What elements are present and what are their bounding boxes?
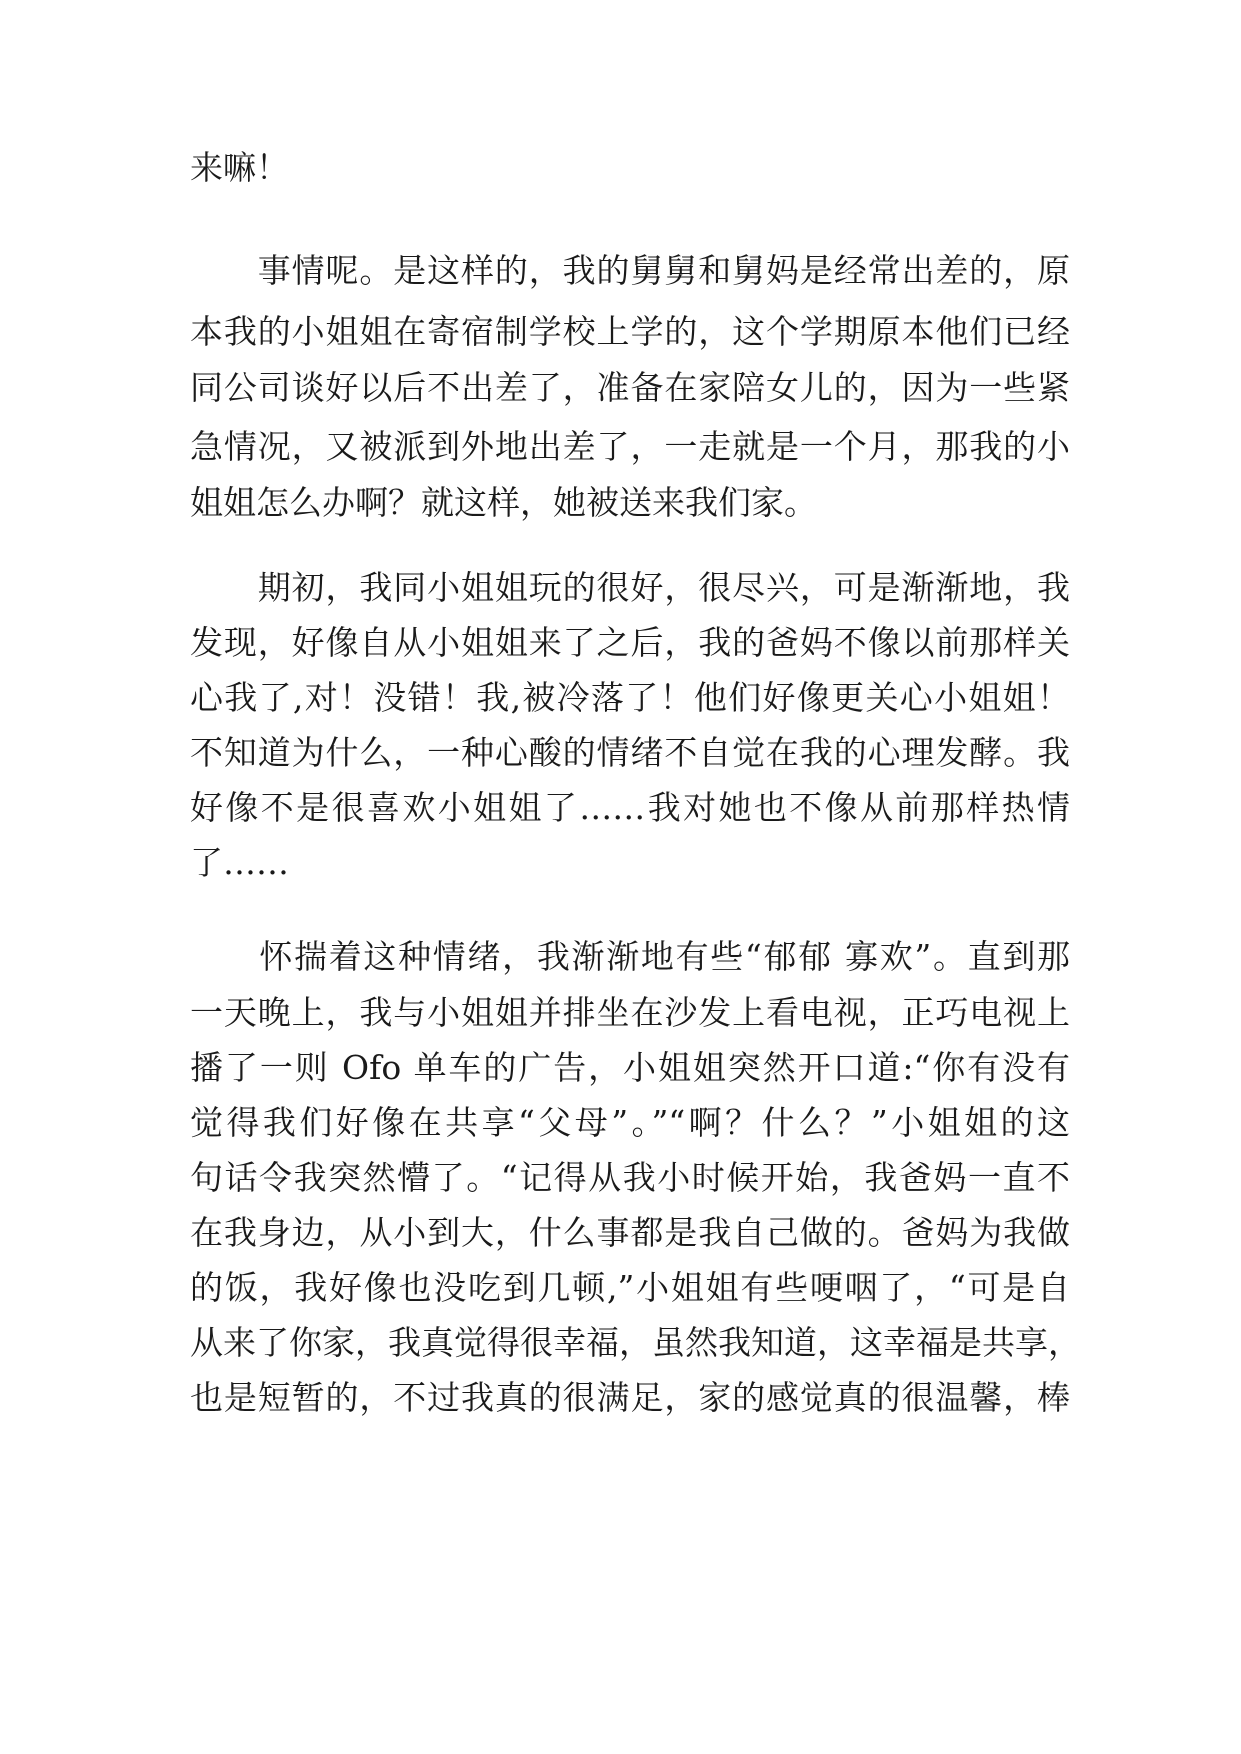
text-line: 好像不是很喜欢小姐姐了……我对她也不像从前那样热情 [190, 788, 1070, 827]
text-line: 怀揣着这种情绪，我渐渐地有些“郁郁 寡欢”。直到那 [190, 937, 1070, 976]
text-line: 不知道为什么，一种心酸的情绪不自觉在我的心理发酵。我 [190, 733, 1070, 772]
text-line: 播了一则 Ofo 单车的广告，小姐姐突然开口道:“你有没有 [190, 1048, 1070, 1087]
text-line: 一天晚上，我与小姐姐并排坐在沙发上看电视，正巧电视上 [190, 993, 1070, 1032]
text-line: 也是短暂的，不过我真的很满足，家的感觉真的很温馨，棒 [190, 1378, 1070, 1417]
text-line: 心我了,对！没错！我,被冷落了！他们好像更关心小姐姐！ [190, 678, 1070, 717]
text-line: 期初，我同小姐姐玩的很好，很尽兴，可是渐渐地，我 [190, 568, 1070, 607]
text-line: 急情况，又被派到外地出差了，一走就是一个月，那我的小 [190, 427, 1070, 466]
text-line: 发现，好像自从小姐姐来了之后，我的爸妈不像以前那样关 [190, 623, 1070, 662]
text-line: 本我的小姐姐在寄宿制学校上学的，这个学期原本他们已经 [190, 312, 1070, 351]
text-line: 的饭，我好像也没吃到几顿,”小姐姐有些哽咽了，“可是自 [190, 1268, 1070, 1307]
text-line: 觉得我们好像在共享“父母”。”“啊？什么？”小姐姐的这 [190, 1103, 1070, 1142]
text-line: 姐姐怎么办啊？就这样，她被送来我们家。 [190, 483, 817, 522]
text-line: 句话令我突然懵了。“记得从我小时候开始，我爸妈一直不 [190, 1158, 1070, 1197]
text-line: 同公司谈好以后不出差了，准备在家陪女儿的，因为一些紧 [190, 368, 1070, 407]
text-line: 从来了你家，我真觉得很幸福，虽然我知道，这幸福是共享， [190, 1323, 1081, 1362]
text-line: 了…… [190, 843, 289, 882]
text-line: 来嘛！ [190, 148, 289, 187]
text-line: 事情呢。是这样的，我的舅舅和舅妈是经常出差的，原 [190, 251, 1070, 290]
text-line: 在我身边，从小到大，什么事都是我自己做的。爸妈为我做 [190, 1213, 1070, 1252]
